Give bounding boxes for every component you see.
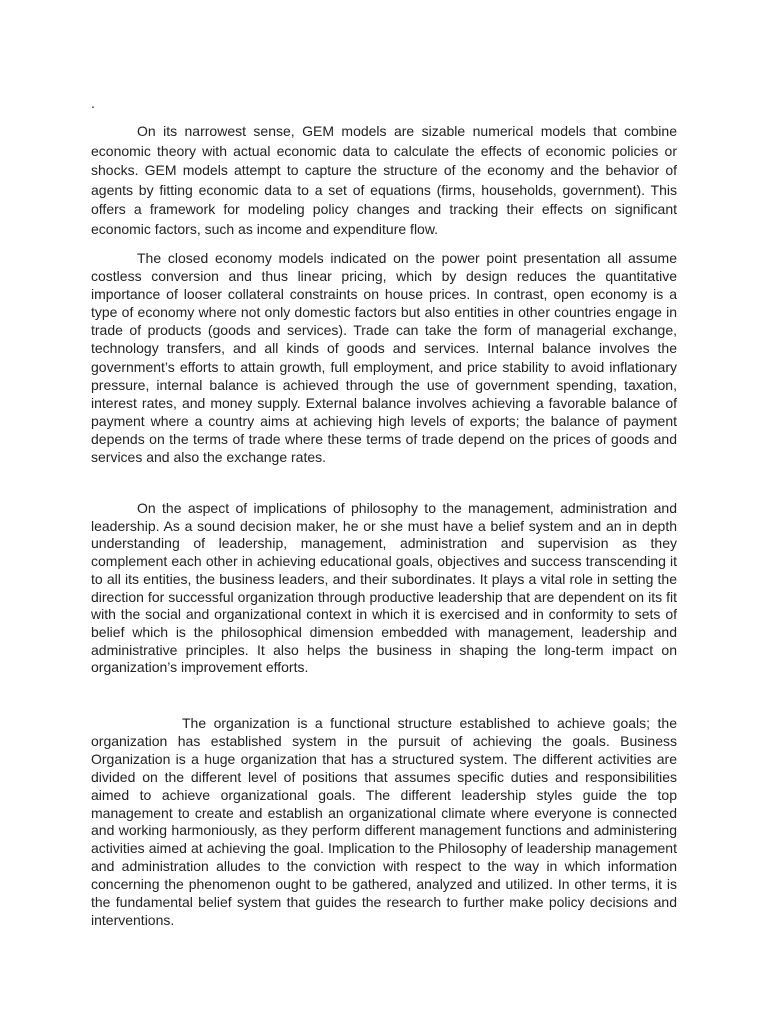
paragraph-gem-models: On its narrowest sense, GEM models are sizable numerical models that combine economic theory with actual economic data to calculate the effects of economic policies or shocks. GEM models attempt to capture the structure of the economy and the behavior of agents by fitting economic data to a set of equations (firms, households, government). This offers a framework for modeling policy changes and tracking their effects on significant economic factors, such as income and expenditure flow. bbox=[91, 123, 677, 237]
paragraph-philosophy-implications: On the aspect of implications of philosophy to the management, administration and leadership. As a sound decision maker, he or she must have a belief system and an in depth understanding of leadership, management, administration and supervision as they complement each other in achieving educational goals, objectives and success transcending it to all its entities, the business leaders, and their subordinates. It plays a vital role in setting the direction for successful organization through productive leadership that are dependent on its fit with the social and organizational context in which it is exercised and in conformity to sets of belief which is the philosophical dimension embedded with management, leadership and administrative principles. It also helps the business in shaping the long-term impact on organization’s improvement efforts. bbox=[91, 500, 677, 676]
paragraph-organization-structure: The organization is a functional structure established to achieve goals; the organization has established system in the pursuit of achieving the goals. Business Organization is a huge organization that has a structured system. The different activities are divided on the different level of positions that assumes specific duties and responsibilities aimed to achieve organizational goals. The different leadership styles guide the top management to create and establish an organizational climate where everyone is connected and working harmoniously, as they perform different management functions and administering activities aimed at achieving the goal. Implication to the Philosophy of leadership management and administration alludes to the conviction with respect to the way in which information concerning the phenomenon ought to be gathered, analyzed and utilized. In other terms, it is the fundamental belief system that guides the research to further make policy decisions and interventions. bbox=[91, 715, 677, 928]
paragraph-closed-open-economy: The closed economy models indicated on the power point presentation all assume costless conversion and thus linear pricing, which by design reduces the quantitative importance of looser collateral constraints on house prices. In contrast, open economy is a type of economy where not only domestic factors but also entities in other countries engage in trade of products (goods and services). Trade can take the form of managerial exchange, technology transfers, and all kinds of goods and services. Internal balance involves the government’s efforts to attain growth, full employment, and price stability to avoid inflationary pressure, internal balance is achieved through the use of government spending, taxation, interest rates, and money supply. External balance involves achieving a favorable balance of payment where a country aims at achieving high levels of exports; the balance of payment depends on the terms of trade where these terms of trade depend on the prices of goods and services and also the exchange rates. bbox=[91, 250, 677, 466]
stray-mark: . bbox=[91, 95, 95, 111]
